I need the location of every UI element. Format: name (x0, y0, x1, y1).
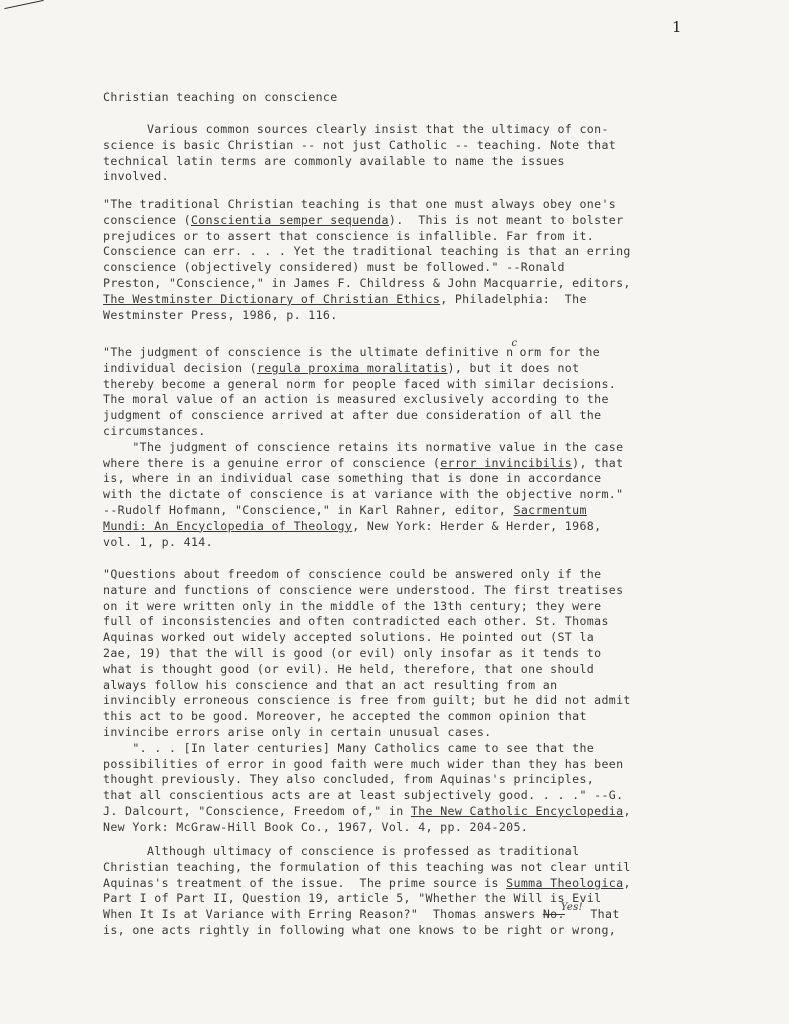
corner-pen-mark (4, 0, 43, 9)
text-line: When It Is at Variance with Erring Reason?" Thomas answers No.Yes! That (103, 902, 620, 922)
intro-paragraph (103, 122, 663, 185)
text-line: "Questions about freedom of conscience could be answered only if the (103, 567, 602, 581)
text-line: that all conscientious acts are at least subjectively good. . . ." --G. (103, 788, 624, 803)
text-line: circumstances. (103, 423, 206, 438)
text-line: The moral value of an action is measured exclusively according to the (103, 392, 609, 407)
text-line: vol. 1, p. 414. (103, 534, 213, 549)
text-line: science is basic Christian -- not just Catholic -- teaching. Note that (103, 137, 617, 152)
text-line: Part I of Part II, Question 19, article 5, "Whether the Will is Evil (103, 891, 602, 906)
text-line: Aquinas's treatment of the issue. The prime source is Summa Theologica, (103, 875, 631, 890)
text-line: with the dictate of conscience is at variance with the objective norm." (103, 487, 624, 502)
page-number: 1 (672, 18, 682, 36)
text-line: "The traditional Christian teaching is that one must always obey one's (103, 197, 617, 211)
text-line: Preston, "Conscience," in James F. Childress & John Macquarrie, editors, (103, 275, 631, 290)
text-line: nature and functions of conscience were understood. The first treatises (103, 582, 624, 597)
text-line: Conscience can err. . . . Yet the traditional teaching is that an erring (103, 244, 631, 259)
text-line: Various common sources clearly insist that the ultimacy of con- (103, 122, 609, 136)
book-title: Sacrmentum (513, 502, 587, 517)
text-line: is, where in an individual case something that is done in accordance (103, 471, 602, 486)
text-line: J. Dalcourt, "Conscience, Freedom of," in The New Catholic Encyclopedia, (103, 803, 631, 818)
text-line: is, one acts rightly in following what one knows to be right or wrong, (103, 922, 617, 937)
text-line: ". . . [In later centuries] Many Catholics came to see that the (103, 740, 595, 755)
text-line: technical latin terms are commonly available to name the issues (103, 153, 565, 168)
text-line: The Westminster Dictionary of Christian Ethics, Philadelphia: The (103, 291, 587, 306)
text-line: Christian teaching, the formulation of this teaching was not clear until (103, 859, 631, 874)
text-line: 2ae, 19) that the will is good (or evil) only insofar as it tends to (103, 645, 602, 660)
book-title: Summa Theologica (506, 875, 624, 890)
text-line: full of inconsistencies and often contradicted each other. St. Thomas (103, 614, 609, 629)
book-title: The Westminster Dictionary of Christian Ethics (103, 291, 441, 306)
handwritten-correction: Yes! (560, 902, 584, 914)
text-line: thereby become a general norm for people faced with similar decisions. (103, 376, 617, 391)
text-line: Aquinas worked out widely accepted solutions. He pointed out (ST la (103, 630, 595, 645)
text-line: invincibly erroneous conscience is free from guilt; but he did not admit (103, 693, 631, 708)
hofmann-quote (103, 338, 663, 550)
handwritten-mark: c (511, 338, 518, 349)
latin-term: regula proxima moralitatis (256, 360, 448, 375)
text-line: where there is a genuine error of conscience (error invincibilis), that (103, 455, 624, 470)
text-line: judgment of conscience arrived at after due consideration of all the (103, 408, 602, 423)
text-line: on it were written only in the middle of the 13th century; they were (103, 598, 602, 613)
text-line: invincibe errors arise only in certain unusual cases. (103, 724, 492, 739)
latin-term: Conscientia semper sequenda (190, 212, 389, 227)
text-line: this act to be good. Moreover, he accepted the common opinion that (103, 709, 587, 724)
text-line: Although ultimacy of conscience is professed as traditional (103, 844, 580, 858)
text-line: conscience (Conscientia semper sequenda). This is not meant to bolster (103, 212, 624, 227)
preston-quote (103, 197, 663, 323)
text-line: "The judgment of conscience retains its normative value in the case (103, 439, 624, 454)
text-line: prejudices or to assert that conscience is infallible. Far from it. (103, 228, 595, 243)
text-line: thought previously. They also concluded, from Aquinas's principles, (103, 772, 595, 787)
latin-term: error invincibilis (440, 455, 573, 470)
closing-paragraph (103, 844, 663, 939)
text-line: always follow his conscience and that an act resulting from an (103, 677, 558, 692)
text-line: involved. (103, 169, 169, 184)
dalcourt-quote (103, 567, 663, 836)
text-line: New York: McGraw-Hill Book Co., 1967, Vol. 4, pp. 204-205. (103, 819, 529, 834)
struck-word: No. (542, 907, 565, 922)
title-text: Christian teaching on conscience (103, 90, 338, 104)
book-title: Mundi: An Encyclopedia of Theology (103, 518, 353, 533)
text-line: conscience (objectively considered) must be followed." --Ronald (103, 260, 565, 275)
book-title: The New Catholic Encyclopedia (410, 803, 624, 818)
text-line: "The judgment of conscience is the ultimate definitive ncorm for the (103, 338, 601, 359)
text-line: individual decision (regula proxima moralitatis), but it does not (103, 360, 580, 375)
text-line: possibilities of error in good faith were much wider than they has been (103, 756, 624, 771)
text-line: Mundi: An Encyclopedia of Theology, New York: Herder & Herder, 1968, (103, 518, 602, 533)
text-line: --Rudolf Hofmann, "Conscience," in Karl Rahner, editor, Sacrmentum (103, 502, 587, 517)
text-line: what is thought good (or evil). He held, therefore, that one should (103, 661, 595, 676)
document-title (103, 90, 663, 106)
text-line: Westminster Press, 1986, p. 116. (103, 307, 338, 322)
